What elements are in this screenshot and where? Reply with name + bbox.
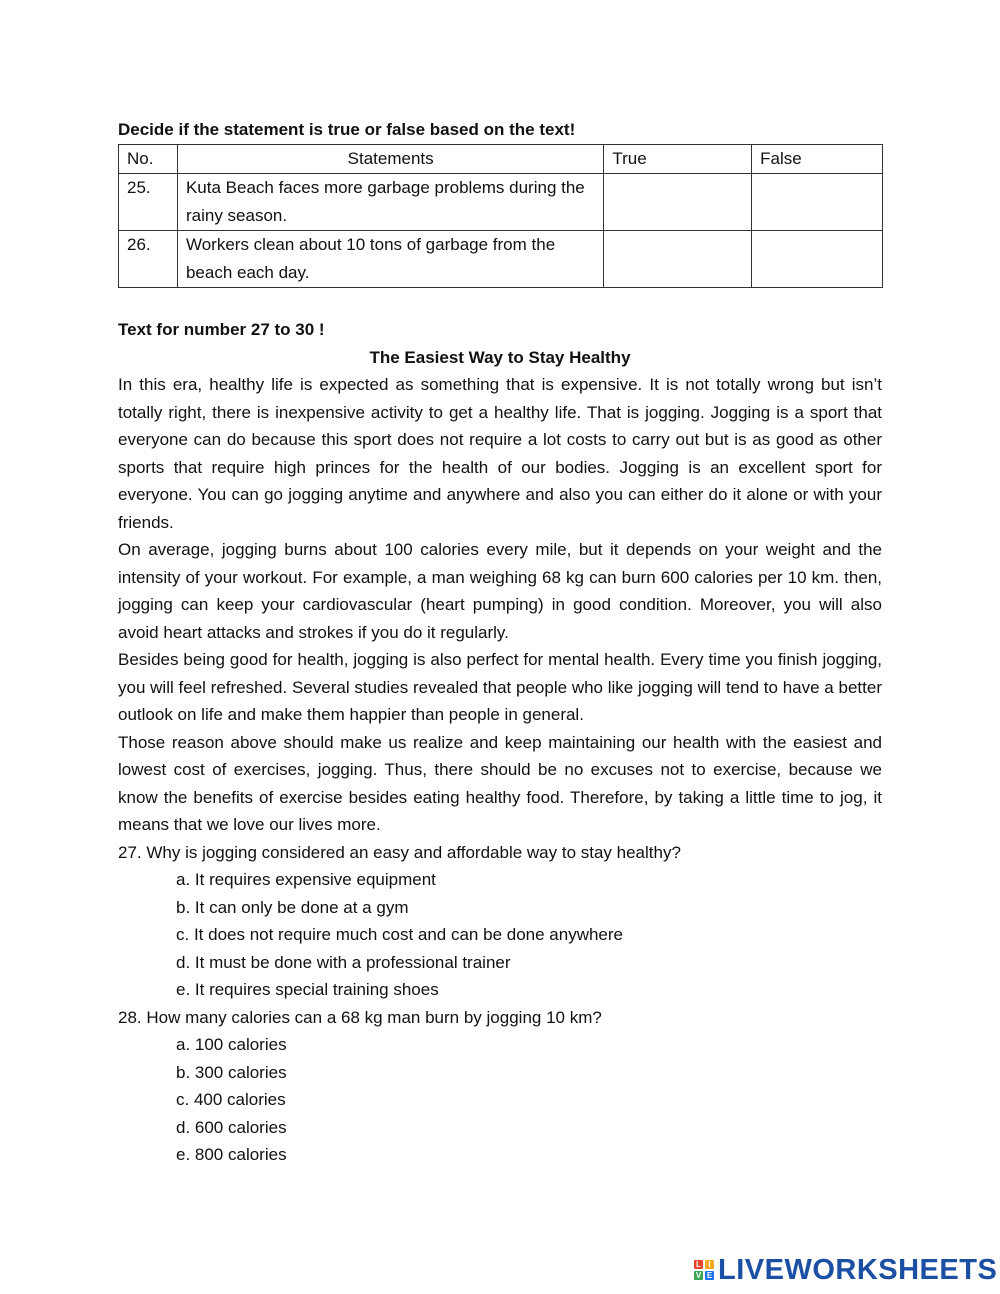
- text-section-header: Text for number 27 to 30 !: [118, 320, 325, 339]
- question-28: 28. How many calories can a 68 kg man burn by jogging 10 km?: [118, 1007, 602, 1027]
- question-28-option-e[interactable]: e. 800 calories: [176, 1145, 287, 1164]
- table-row: [119, 174, 883, 231]
- false-answer-cell[interactable]: [752, 231, 883, 288]
- true-answer-cell[interactable]: [604, 231, 752, 288]
- header-statements: Statements: [177, 145, 603, 174]
- row-number: 26.: [119, 231, 178, 288]
- header-no: No.: [119, 145, 178, 174]
- logo-mark-letter: I: [705, 1260, 714, 1269]
- row-statement: Kuta Beach faces more garbage problems during the rainy season.: [177, 174, 603, 231]
- passage-paragraph: Those reason above should make us realize and keep maintaining our health with the easiest and lowest cost of exercises, jogging. Thus, there should be no excuses not to exercise, because we know the benefits of exercise besides eating healthy food. Therefore, by taking a little time to jog, it means that we love our lives more.: [118, 732, 882, 834]
- logo-mark-letter: L: [694, 1260, 703, 1269]
- logo-mark-icon: [694, 1260, 714, 1280]
- logo-mark-letter: V: [695, 1271, 702, 1280]
- question-28-option-b[interactable]: b. 300 calories: [176, 1062, 287, 1082]
- question-27-option-a[interactable]: a. It requires expensive equipment: [176, 870, 436, 889]
- question-27-option-d[interactable]: d. It must be done with a professional trainer: [176, 952, 511, 972]
- row-statement: Workers clean about 10 tons of garbage from the beach each day.: [177, 231, 603, 288]
- false-answer-cell[interactable]: [752, 174, 883, 231]
- spacer: [118, 288, 882, 316]
- logo-mark-letter: E: [706, 1271, 713, 1280]
- question-27: 27. Why is jogging considered an easy and affordable way to stay healthy?: [118, 842, 681, 862]
- table-row: [119, 231, 883, 288]
- question-28-option-c[interactable]: c. 400 calories: [176, 1090, 286, 1109]
- question-27-option-c[interactable]: c. It does not require much cost and can be done anywhere: [176, 925, 623, 944]
- table-header-row: [119, 145, 883, 174]
- question-27-option-b[interactable]: b. It can only be done at a gym: [176, 897, 409, 917]
- passage-title: The Easiest Way to Stay Healthy: [369, 347, 631, 367]
- passage-paragraph: In this era, healthy life is expected as something that is expensive. It is not totally wrong but isn’t totally right, there is inexpensive activity to get a healthy life. That is jogging. Jogging is a sport that everyone can do because this sport does not require a lot costs to carry out but is as good as other sports that require high princes for the health of our bodies. Jogging is an excellent sport for everyone. You can go jogging anytime and anywhere and also you can either do it alone or with your friends.: [118, 375, 882, 532]
- header-false: False: [752, 145, 883, 174]
- passage-paragraph: On average, jogging burns about 100 calories every mile, but it depends on your weight and the intensity of your workout. For example, a man weighing 68 kg can burn 600 calories per 10 km. then, jogging can keep your cardiovascular (heart pumping) in good condition. Moreover, you will also avoid heart attacks and strokes if you do it regularly.: [118, 540, 882, 642]
- header-true: True: [604, 145, 752, 174]
- true-false-table: [118, 144, 883, 288]
- question-28-option-d[interactable]: d. 600 calories: [176, 1117, 287, 1137]
- instruction-heading: Decide if the statement is true or false based on the text!: [118, 120, 576, 139]
- question-28-option-a[interactable]: a. 100 calories: [176, 1035, 287, 1054]
- row-number: 25.: [119, 174, 178, 231]
- question-27-option-e[interactable]: e. It requires special training shoes: [176, 980, 439, 999]
- worksheet-content: [118, 116, 882, 1169]
- true-answer-cell[interactable]: [604, 174, 752, 231]
- liveworksheets-logo: [694, 1255, 997, 1285]
- logo-text: LIVEWORKSHEETS: [718, 1254, 998, 1286]
- passage-paragraph: Besides being good for health, jogging is also perfect for mental health. Every time you finish jogging, you will feel refreshed. Several studies revealed that people who like jogging will tend to have a better outlook on life and make them happier than people in general.: [118, 650, 882, 724]
